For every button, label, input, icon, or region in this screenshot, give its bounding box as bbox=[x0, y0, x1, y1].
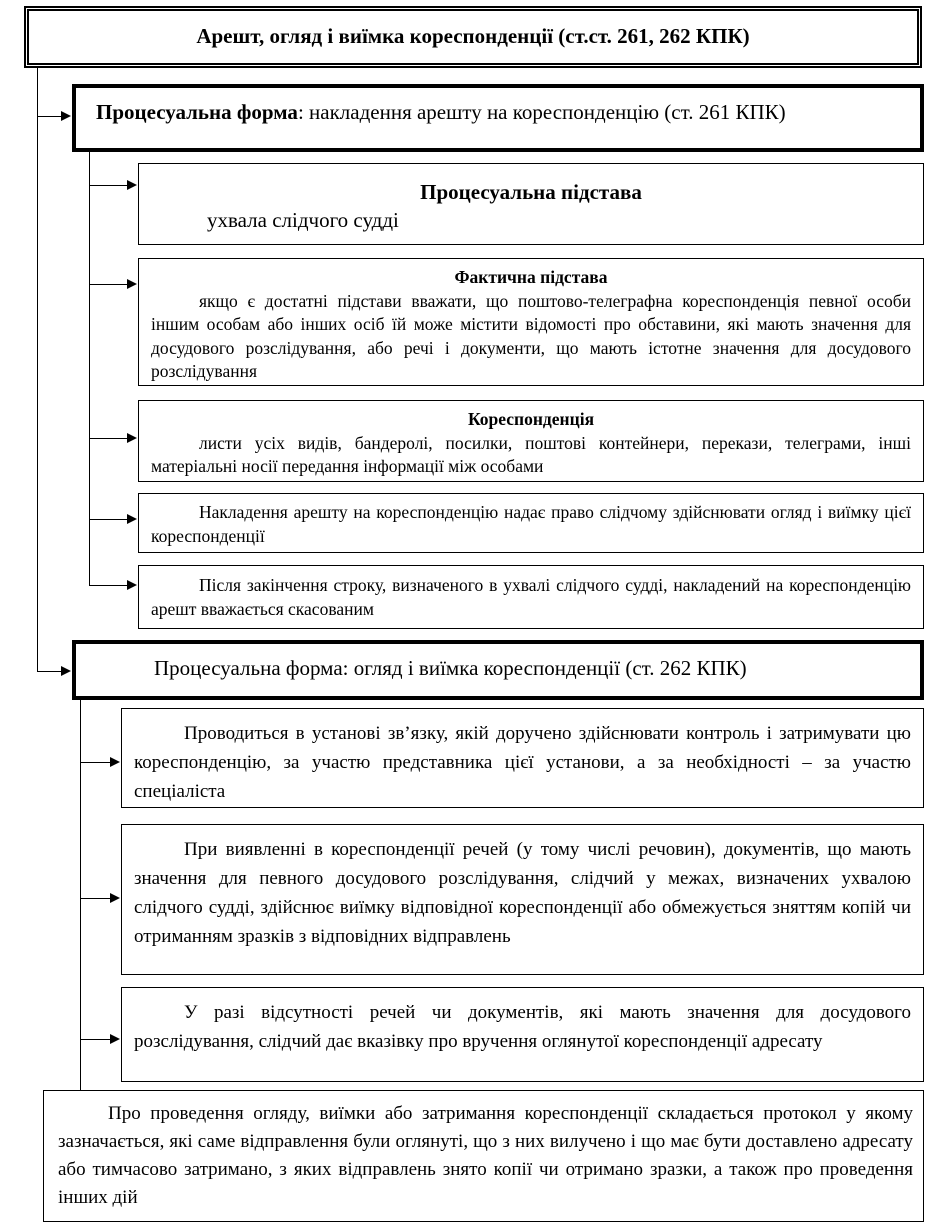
section1-label-bold: Процесуальна форма bbox=[96, 100, 298, 124]
connector-section1 bbox=[37, 116, 61, 117]
arrow-place bbox=[110, 757, 120, 767]
connector-factual-basis bbox=[89, 284, 127, 285]
arrow-factual-basis bbox=[127, 279, 137, 289]
section1-branch-line bbox=[89, 152, 90, 585]
legal-basis-heading: Процесуальна підстава bbox=[420, 180, 642, 204]
arrow-section2 bbox=[61, 666, 71, 676]
connector-right bbox=[89, 519, 127, 520]
connector-absent bbox=[80, 1039, 110, 1040]
arrow-correspondence bbox=[127, 433, 137, 443]
factual-basis-box bbox=[138, 258, 924, 386]
section1-label-rest: : накладення арешту на кореспонденцію (ст. 261 КПК) bbox=[297, 100, 786, 124]
protocol-text: Про проведення огляду, виїмки або затримання кореспонденції складається протокол у якому зазначається, які саме відправлення були оглянуті, що з них вилучено і що має бути доставлено адресату або тимчасово затримано, з яких відправлень знято копії чи отримано зразки, а також про проведення інших дій bbox=[58, 1103, 913, 1208]
factual-basis-text: якщо є достатні підстави вважати, що поштово-телеграфна кореспонденція певної особи іншим особам або інших осіб їй може містити відомості про обставини, які мають значення для досудового розслідування, або речі і документи, що мають істотне значення для досудового розслідування bbox=[151, 290, 911, 381]
absent-text: У разі відсутності речей чи документів, які мають значення для досудового розслідування, слідчий дає вказівку про вручення оглянутої кореспонденції адресату bbox=[134, 1002, 911, 1052]
connector-legal-basis bbox=[89, 185, 127, 186]
cancel-text: Після закінчення строку, визначеного в ухвалі слідчого судді, накладений на кореспонденцію арешт вважається скасованим bbox=[151, 575, 911, 619]
connector-cancel bbox=[89, 585, 127, 586]
correspondence-box bbox=[138, 400, 924, 482]
place-text: Проводиться в установі зв’язку, якій доручено здійснювати контроль і затримувати цю кореспонденцію, за участю представника цієї установи, а за необхідності – за участю спеціаліста bbox=[134, 723, 911, 802]
section2-header bbox=[72, 640, 924, 700]
protocol-box bbox=[43, 1090, 924, 1222]
right-text: Накладення арешту на кореспонденцію надає право слідчому здійснювати огляд і виїмку цієї кореспонденції bbox=[151, 502, 911, 546]
arrow-section1 bbox=[61, 111, 71, 121]
main-connector-line bbox=[37, 68, 38, 671]
legal-basis-text: ухвала слідчого судді bbox=[207, 208, 399, 232]
connector-place bbox=[80, 762, 110, 763]
connector-section2 bbox=[37, 671, 61, 672]
section1-header bbox=[72, 84, 924, 152]
arrow-legal-basis bbox=[127, 180, 137, 190]
connector-found bbox=[80, 898, 110, 899]
correspondence-text: листи усіх видів, бандеролі, посилки, поштові контейнери, перекази, телеграми, інші матеріальні носії передання інформації між особами bbox=[151, 432, 911, 476]
absent-box bbox=[121, 987, 924, 1082]
right-box bbox=[138, 493, 924, 553]
section2-branch-line bbox=[80, 700, 81, 1090]
section2-label: Процесуальна форма: огляд і виїмка кореспонденції (ст. 262 КПК) bbox=[154, 656, 747, 680]
page-title: Арешт, огляд і виїмка кореспонденції (ст.ст. 261, 262 КПК) bbox=[196, 24, 750, 48]
found-box bbox=[121, 824, 924, 975]
legal-basis-box bbox=[138, 163, 924, 245]
arrow-cancel bbox=[127, 580, 137, 590]
place-box bbox=[121, 708, 924, 808]
arrow-absent bbox=[110, 1034, 120, 1044]
section1-label bbox=[96, 100, 786, 125]
factual-basis-heading: Фактична підстава bbox=[454, 267, 608, 287]
cancel-box bbox=[138, 565, 924, 629]
found-text: При виявленні в кореспонденції речей (у тому числі речовин), документів, що мають значення для певного досудового розслідування, слідчий у межах, визначених ухвалою слідчого судді, здійснює виїмку відповідної кореспонденції або обмежується зняттям копій чи отриманням зразків з відповідних відправлень bbox=[134, 839, 911, 947]
arrow-found bbox=[110, 893, 120, 903]
title-box bbox=[24, 6, 922, 68]
arrow-right bbox=[127, 514, 137, 524]
connector-correspondence bbox=[89, 438, 127, 439]
correspondence-heading: Кореспонденція bbox=[467, 409, 595, 429]
